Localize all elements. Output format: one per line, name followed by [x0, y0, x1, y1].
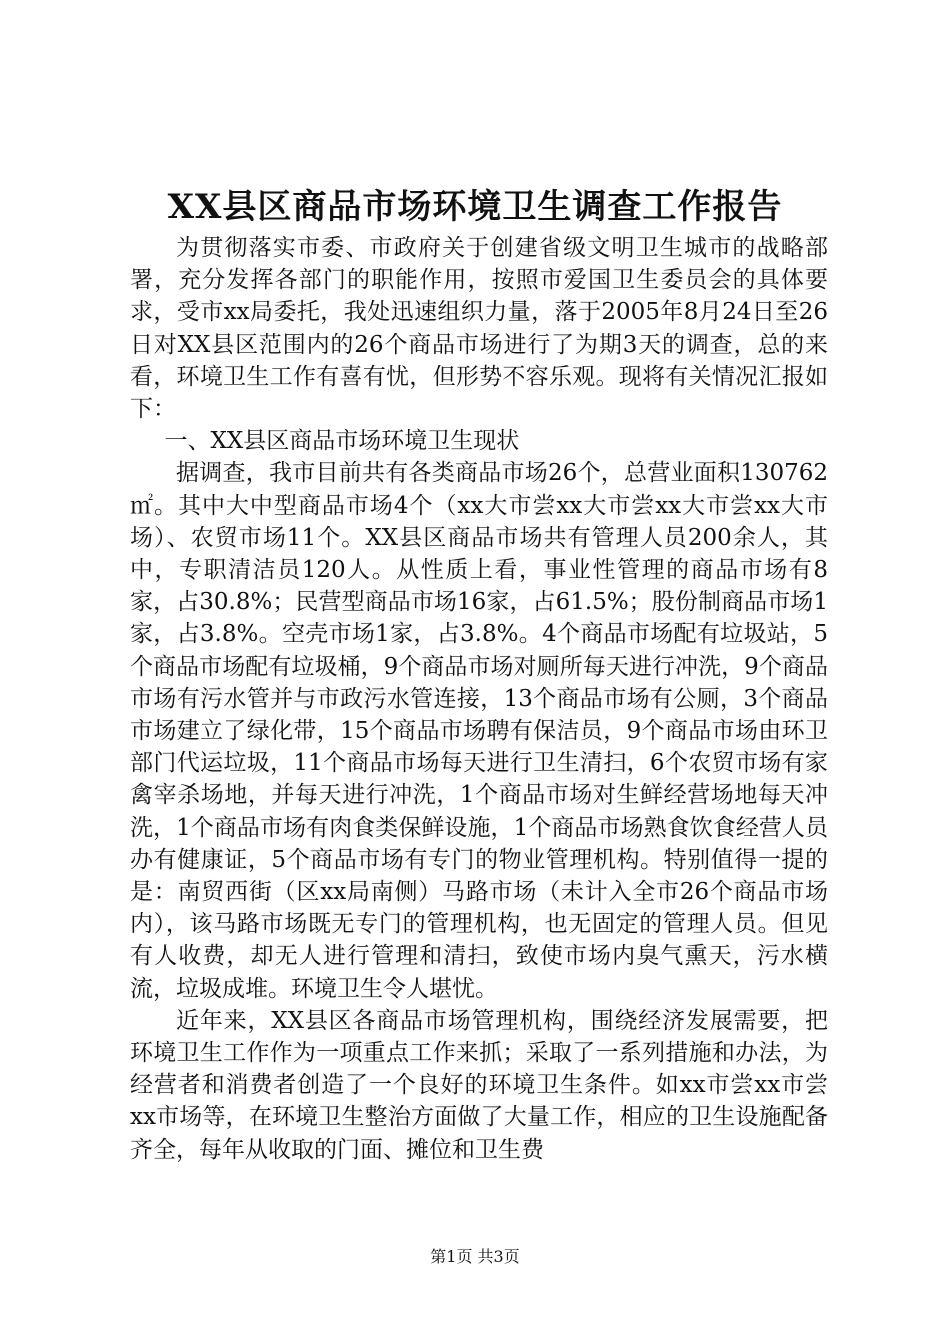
- paragraph-survey-findings: 据调查，我市目前共有各类商品市场26个，总营业面积130762㎡。其中大中型商品市场4个（xx大市尝xx大市尝xx大市尝xx大市场）、农贸市场11个。XX县区商品市场共有管理人员200余人，其中，专职清洁员120人。从性质上看，事业性管理的商品市场有8家，占30.8%；民营型商品市场16家，占61.5%；股份制商品市场1家，占3.8%。空壳市场1家，占3.8%。4个商品市场配有垃圾站，5个商品市场配有垃圾桶，9个商品市场对厕所每天进行冲洗，9个商品市场有污水管并与市政污水管连接，13个商品市场有公厕，3个商品市场建立了绿化带，15个商品市场聘有保洁员，9个商品市场由环卫部门代运垃圾，11个商品市场每天进行卫生清扫，6个农贸市场有家禽宰杀场地，并每天进行冲洗，1个商品市场对生鲜经营场地每天冲洗，1个商品市场有肉食类保鲜设施，1个商品市场熟食饮食经营人员办有健康证，5个商品市场有专门的物业管理机构。特别值得一提的是：南贸西街（区xx局南侧）马路市场（未计入全市26个商品市场内），该马路市场既无专门的管理机构，也无固定的管理人员。但见有人收费，却无人进行管理和清扫，致使市场内臭气熏天，污水横流，垃圾成堆。环境卫生令人堪忧。: [130, 460, 828, 1002]
- paragraph-recent-years: 近年来，XX县区各商品市场管理机构，围绕经济发展需要，把环境卫生工作作为一项重点工作来抓；采取了一系列措施和办法，为经营者和消费者创造了一个良好的环境卫生条件。如xx市尝xx市尝xx市场等，在环境卫生整治方面做了大量工作，相应的卫生设施配备齐全，每年从收取的门面、摊位和卫生费: [130, 1007, 828, 1163]
- document-body: [130, 232, 828, 1166]
- document-title: XX县区商品市场环境卫生调查工作报告: [167, 187, 783, 227]
- paragraph-intro: 为贯彻落实市委、市政府关于创建省级文明卫生城市的战略部署，充分发挥各部门的职能作用，按照市爱国卫生委员会的具体要求，受市xx局委托，我处迅速组织力量，落于2005年8月24日至26日对XX县区范围内的26个商品市场进行了为期3天的调查，总的来看，环境卫生工作有喜有忧，但形势不容乐观。现将有关情况汇报如下：: [130, 235, 828, 423]
- section-heading: 一、XX县区商品市场环境卫生现状: [164, 428, 520, 455]
- page-number: 第1页 共3页: [430, 1247, 520, 1266]
